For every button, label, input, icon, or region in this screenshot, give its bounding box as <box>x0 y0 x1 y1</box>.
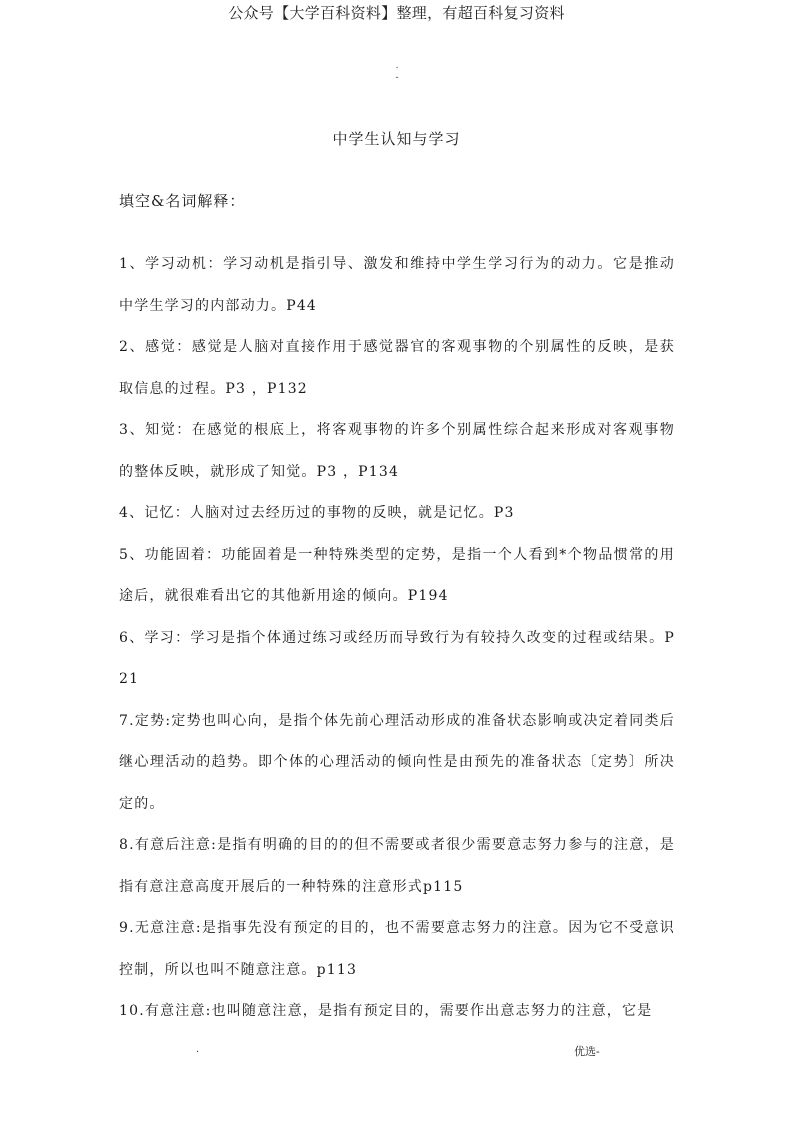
section-heading: 填空&名词解释： <box>119 192 246 210</box>
definition-paragraph: 4、记忆：人脑对过去经历过的事物的反映，就是记忆。P3 <box>119 505 515 521</box>
definition-paragraph: 9.无意注意:是指事先没有预定的目的，也不需要意志努力的注意。因为它不受意识控制，所以也叫不随意注意。p113 <box>119 920 675 978</box>
footer-label: 优选- <box>574 1045 600 1058</box>
definition-paragraph: 6、学习：学习是指个体通过练习或经历而导致行为有较持久改变的过程或结果。P21 <box>119 629 675 687</box>
page-header: 公众号【大学百科资料】整理，有超百科复习资料 <box>228 4 565 22</box>
document-body <box>119 244 675 1033</box>
top-dot-mark: . <box>395 61 399 71</box>
top-dash-mark: - <box>395 73 399 83</box>
definition-paragraph: 3、知觉：在感觉的根底上，将客观事物的许多个别属性综合起来形成对客观事物的整体反映，就形成了知觉。P3 ，P134 <box>119 422 675 480</box>
definition-paragraph: 2、感觉：感觉是人脑对直接作用于感觉器官的客观事物的个别属性的反映，是获取信息的过程。P3 ，P132 <box>119 339 675 397</box>
definition-paragraph: 10.有意注意:也叫随意注意，是指有预定目的，需要作出意志努力的注意，它是 <box>119 1003 653 1019</box>
definition-paragraph: 8.有意后注意:是指有明确的目的的但不需要或者很少需要意志努力参与的注意，是指有意注意高度开展后的一种特殊的注意形式p115 <box>119 837 675 895</box>
definition-paragraph: 7.定势:定势也叫心向，是指个体先前心理活动形成的准备状态影响或决定着同类后继心理活动的趋势。即个体的心理活动的倾向性是由预先的准备状态〔定势〕所决定的。 <box>119 712 675 812</box>
definition-paragraph: 5、功能固着：功能固着是一种特殊类型的定势，是指一个人看到*个物品惯常的用途后，就很难看出它的其他新用途的倾向。P194 <box>119 546 675 604</box>
footer-dot-mark: . <box>196 1044 200 1055</box>
definition-paragraph: 1、学习动机：学习动机是指引导、激发和维持中学生学习行为的动力。它是推动中学生学习的内部动力。P44 <box>119 256 675 314</box>
document-title: 中学生认知与学习 <box>332 130 461 148</box>
